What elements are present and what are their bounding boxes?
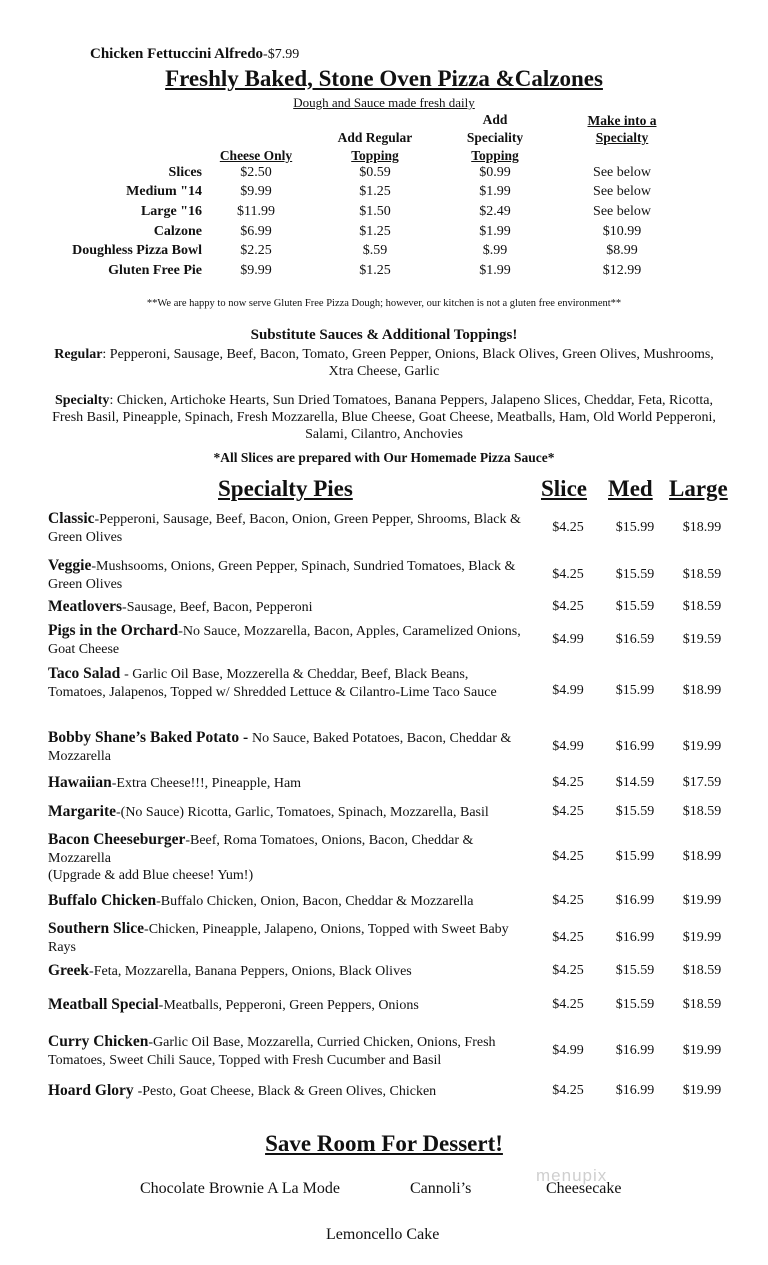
pie-ingredients: -No Sauce, Mozzarella, Bacon, Apples, Caramelized Onions, Goat Cheese [48,624,521,657]
pie-price-large: $19.99 [682,1043,722,1058]
pie-description [48,729,528,765]
column-slice: Slice [541,476,587,501]
gluten-free-note: **We are happy to now serve Gluten Free Pizza Dough; however, our kitchen is not a gluten free environment** [146,298,622,309]
pie-price-slice: $4.25 [552,1083,584,1098]
pizza-section-subtitle: Dough and Sauce made fresh daily [293,95,475,110]
pie-name: Southern Slice [48,920,145,937]
pie-ingredients: -Pesto, Goat Cheese, Black & Green Olives, Chicken [137,1084,437,1099]
pie-name: Greek [48,962,90,979]
header-speciality: Speciality [466,130,524,145]
pie-name: Veggie [48,557,92,574]
slices-note: *All Slices are prepared with Our Homemade Pizza Sauce* [213,450,555,465]
price-cell-make: $12.99 [602,263,642,278]
price-cell-make: See below [593,204,651,219]
pie-price-slice: $4.25 [552,775,584,790]
header-specialty: Specialty [595,130,649,145]
price-cell-regular: $1.25 [359,184,391,199]
price-cell-cheese: $9.99 [240,263,272,278]
pie-ingredients: -Beef, Roma Tomatoes, Onions, Bacon, Cheddar & Mozzarella [48,833,474,866]
price-cell-regular: $1.50 [359,204,391,219]
pie-description [48,510,528,546]
pie-ingredients: -Feta, Mozzarella, Banana Peppers, Onions, Black Olives [89,964,412,979]
pie-ingredients: -Extra Cheese!!!, Pineapple, Ham [111,776,302,791]
pie-description [48,774,528,793]
pie-description [48,598,528,617]
pizza-price-row [0,184,768,204]
pie-description [48,1033,528,1069]
pie-ingredients: -(No Sauce) Ricotta, Garlic, Tomatoes, Spinach, Mozzarella, Basil [116,805,489,820]
pie-price-med: $15.59 [615,963,655,978]
pie-price-slice: $4.25 [552,567,584,582]
pie-price-med: $15.99 [615,520,655,535]
dessert-item: Lemoncello Cake [326,1226,440,1243]
pie-name: Curry Chicken [48,1033,149,1050]
pie-ingredients: -Buffalo Chicken, Onion, Bacon, Cheddar & Mozzarella [156,894,474,909]
pie-ingredients: -Garlic Oil Base, Mozzarella, Curried Chicken, Onions, Fresh Tomatoes, Sweet Chili Sauce, Topped with Fresh Cucumber and Basil [48,1035,496,1068]
column-large: Large [669,476,728,501]
pie-ingredients: - Garlic Oil Base, Mozzerella & Cheddar, Beef, Black Beans, Tomatoes, Jalapenos, Topped w/ Shredded Lettuce & Cilantro-Lime Taco Sauce [48,667,497,700]
pie-price-med: $16.99 [615,930,655,945]
price-cell-special: $1.99 [479,184,511,199]
pie-description [48,557,528,593]
dessert-title: Save Room For Dessert! [265,1131,503,1156]
price-cell-cheese: $11.99 [237,204,275,219]
pie-price-med: $16.99 [615,893,655,908]
featured-item [90,46,299,63]
pizza-price-row [0,165,768,185]
specialty-toppings-list: : Chicken, Artichoke Hearts, Sun Dried Tomatoes, Banana Peppers, Jalapeno Slices, Cheddar, Feta, Ricotta, Fresh Basil, Pineapple, Spinach, Fresh Mozzarella, Blue Cheese, Goat Cheese, Meatballs, Ham, Old World Pepperoni, Salami, Cilantro, Anchovies [52,393,716,442]
price-cell-make: $10.99 [602,224,642,239]
pie-ingredients: -Pepperoni, Sausage, Beef, Bacon, Onion, Green Pepper, Shrooms, Black & Green Olives [48,512,521,545]
price-cell-make: See below [593,184,651,199]
pie-price-slice: $4.99 [552,632,584,647]
pie-price-large: $19.99 [682,739,722,754]
pizza-price-row [0,224,768,244]
pie-price-slice: $4.99 [552,1043,584,1058]
pie-name: Taco Salad [48,665,125,682]
pie-price-med: $15.59 [615,567,655,582]
pie-price-large: $19.99 [682,1083,722,1098]
header-speciality-topping: Topping [471,148,519,163]
pie-ingredients: -Mushsooms, Onions, Green Pepper, Spinach, Sundried Tomatoes, Black & Green Olives [48,559,516,592]
price-cell-cheese: $6.99 [240,224,272,239]
featured-item-name: Chicken Fettuccini Alfredo [90,46,264,62]
price-cell-regular: $.59 [362,243,388,258]
pie-price-slice: $4.25 [552,930,584,945]
pie-description [48,1082,528,1101]
pie-price-slice: $4.25 [552,997,584,1012]
pie-description [48,920,528,956]
header-make-into: Make into a [587,113,657,128]
price-cell-regular: $1.25 [359,263,391,278]
pie-name: Classic [48,510,95,527]
pizza-size-label: Gluten Free Pie [108,263,202,278]
price-cell-make: $8.99 [606,243,638,258]
pie-price-large: $18.99 [682,683,722,698]
pie-description [48,665,528,701]
pie-name: Meatball Special [48,996,159,1013]
pie-price-med: $15.99 [615,683,655,698]
pie-price-slice: $4.25 [552,804,584,819]
pizza-price-row [0,243,768,263]
pizza-price-row [0,263,768,283]
price-cell-make: See below [593,165,651,180]
pie-name: Buffalo Chicken [48,892,157,909]
pie-name: Bobby Shane’s Baked Potato - [48,729,252,746]
price-cell-special: $2.49 [479,204,511,219]
pie-price-large: $19.59 [682,632,722,647]
price-cell-regular: $0.59 [359,165,391,180]
pie-price-med: $15.99 [615,849,655,864]
featured-item-price: -$7.99 [263,47,300,62]
price-cell-cheese: $9.99 [240,184,272,199]
pie-price-large: $18.59 [682,599,722,614]
pie-price-slice: $4.99 [552,683,584,698]
specialty-pies-title: Specialty Pies [218,476,353,501]
pie-price-med: $16.59 [615,632,655,647]
pie-price-large: $18.59 [682,567,722,582]
pie-price-large: $18.59 [682,804,722,819]
pie-name: Pigs in the Orchard [48,622,179,639]
price-cell-special: $1.99 [479,263,511,278]
pie-description [48,962,528,981]
pizza-price-row [0,204,768,224]
pie-upgrade-note: (Upgrade & add Blue cheese! Yum!) [48,868,254,883]
header-regular-topping: Topping [351,148,399,163]
pie-ingredients: No Sauce, Baked Potatoes, Bacon, Cheddar & Mozzarella [48,731,512,764]
pie-price-slice: $4.25 [552,849,584,864]
pie-price-large: $17.59 [682,775,722,790]
substitutes-title: Substitute Sauces & Additional Toppings! [250,327,518,343]
pizza-size-label: Calzone [153,224,202,239]
pie-price-med: $16.99 [615,1043,655,1058]
pie-name: Margarite [48,803,116,820]
pie-name: Meatlovers [48,598,123,615]
pie-name: Hawaiian [48,774,112,791]
price-cell-regular: $1.25 [359,224,391,239]
price-cell-special: $1.99 [479,224,511,239]
regular-toppings [52,346,716,380]
dessert-item: Chocolate Brownie A La Mode [140,1180,340,1197]
pie-description [48,892,528,911]
pie-price-slice: $4.25 [552,893,584,908]
regular-toppings-list: : Pepperoni, Sausage, Beef, Bacon, Tomato, Green Pepper, Onions, Black Olives, Green Olives, Mushrooms, Xtra Cheese, Garlic [102,347,714,379]
pie-price-med: $16.99 [615,1083,655,1098]
pie-price-slice: $4.25 [552,520,584,535]
header-add: Add [482,112,508,127]
pie-description [48,996,528,1015]
pie-name: Hoard Glory [48,1082,138,1099]
pizza-size-label: Medium "14 [126,184,202,199]
pie-price-med: $15.59 [615,997,655,1012]
pie-description [48,622,528,658]
pizza-section-title: Freshly Baked, Stone Oven Pizza &Calzones [165,66,603,91]
price-cell-special: $.99 [482,243,508,258]
pie-price-large: $19.99 [682,930,722,945]
pie-price-slice: $4.25 [552,963,584,978]
watermark: menupix [536,1166,608,1185]
pie-ingredients: -Meatballs, Pepperoni, Green Peppers, Onions [158,998,419,1013]
dessert-item: Cheesecake [546,1180,622,1197]
pie-price-large: $18.59 [682,963,722,978]
pie-name: Bacon Cheeseburger [48,831,186,848]
dessert-item: Cannoli’s [410,1180,472,1197]
pie-price-med: $14.59 [615,775,655,790]
pie-price-large: $18.59 [682,997,722,1012]
pie-price-slice: $4.25 [552,599,584,614]
pie-description [48,831,528,885]
price-cell-cheese: $2.25 [240,243,272,258]
pie-price-large: $18.99 [682,849,722,864]
pie-ingredients: -Chicken, Pineapple, Jalapeno, Onions, Topped with Sweet Baby Rays [48,922,509,955]
pizza-size-label: Large "16 [140,204,202,219]
pie-price-med: $16.99 [615,739,655,754]
pie-price-large: $18.99 [682,520,722,535]
price-cell-special: $0.99 [479,165,511,180]
specialty-toppings-label: Specialty [54,393,110,408]
pizza-size-label: Slices [168,165,202,180]
pie-price-slice: $4.99 [552,739,584,754]
header-cheese-only: Cheese Only [219,148,293,163]
regular-toppings-label: Regular [54,347,103,362]
price-cell-cheese: $2.50 [240,165,272,180]
pie-price-med: $15.59 [615,804,655,819]
pie-price-large: $19.99 [682,893,722,908]
specialty-toppings [52,392,716,443]
pie-description [48,803,528,822]
pizza-size-label: Doughless Pizza Bowl [72,243,202,258]
pie-price-med: $15.59 [615,599,655,614]
column-med: Med [608,476,653,501]
header-add-regular: Add Regular [337,130,413,145]
pie-ingredients: -Sausage, Beef, Bacon, Pepperoni [122,600,313,615]
